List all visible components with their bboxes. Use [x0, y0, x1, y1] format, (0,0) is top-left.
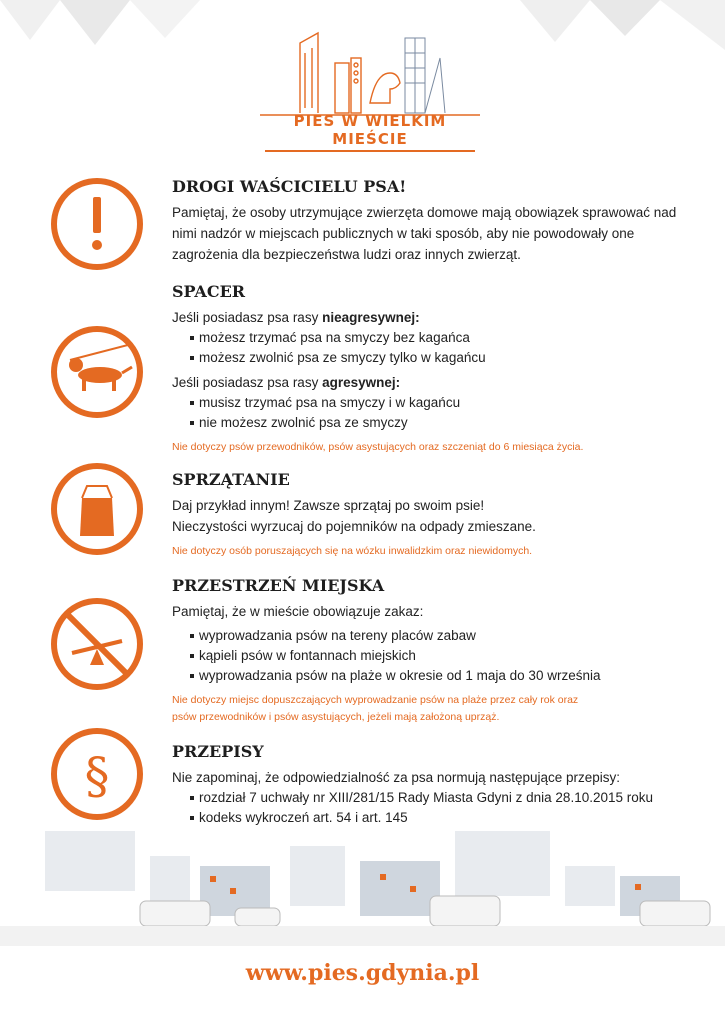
section-city-space	[172, 576, 702, 726]
list-item: możesz trzymać psa na smyczy bez kagańca	[190, 328, 702, 348]
list-item: możesz zwolnić psa ze smyczy tylko w kagańcu	[190, 348, 702, 368]
section-title: PRZEPISY	[172, 742, 264, 761]
dog-on-leash-icon	[50, 325, 144, 419]
section-title: SPACER	[172, 282, 246, 301]
section-title: SPRZĄTANIE	[172, 470, 290, 489]
city-illustration	[0, 826, 725, 946]
section-body: Nieczystości wyrzucaj do pojemników na odpady zmieszane.	[172, 519, 536, 534]
section-intro-aggressive: Jeśli posiadasz psa rasy agresywnej:	[172, 375, 401, 390]
section-body: Pamiętaj, że w mieście obowiązuje zakaz:	[172, 604, 424, 619]
regulations-list	[172, 788, 702, 828]
footer-url[interactable]: www.pies.gdynia.pl	[245, 960, 480, 986]
list-item: wyprowadzania psów na plaże w okresie od 1 maja do 30 września	[190, 666, 702, 686]
list-item: kąpieli psów w fontannach miejskich	[190, 646, 702, 666]
paragraph-icon	[50, 727, 144, 821]
list-item: nie możesz zwolnić psa ze smyczy	[190, 413, 702, 433]
section-walk	[172, 282, 702, 456]
list-item: rozdział 7 uchwały nr XIII/281/15 Rady Miasta Gdyni z dnia 28.10.2015 roku	[190, 788, 702, 808]
section-intro-nonaggressive: Jeśli posiadasz psa rasy nieagresywnej:	[172, 310, 420, 325]
section-note: Nie dotyczy psów przewodników, psów asystujących oraz szczeniąt do 6 miesiąca życia.	[172, 441, 584, 453]
list-nonaggressive	[172, 328, 702, 368]
exclamation-icon	[50, 177, 144, 271]
section-note: Nie dotyczy osób poruszających się na wózku inwalidzkim oraz niewidomych.	[172, 545, 533, 557]
section-cleaning	[172, 470, 702, 560]
section-owner	[172, 177, 702, 265]
paper-bag-icon	[50, 462, 144, 556]
section-body: Nie zapominaj, że odpowiedzialność za psa normują następujące przepisy:	[172, 770, 620, 785]
logo-text: PIES W WIELKIM MIEŚCIE	[255, 112, 485, 148]
list-item: musisz trzymać psa na smyczy i w kagańcu	[190, 393, 702, 413]
list-aggressive	[172, 393, 702, 433]
list-item: kodeks wykroczeń art. 54 i art. 145	[190, 808, 702, 828]
section-title: PRZESTRZEŃ MIEJSKA	[172, 576, 385, 595]
section-note: Nie dotyczy miejsc dopuszczających wyprowadzanie psów na plaże przez cały rok oraz psów przewodników i psów asystujących, jeżeli mają założoną uprząż.	[172, 694, 579, 723]
section-body: Pamiętaj, że osoby utrzymujące zwierzęta domowe mają obowiązek sprawować nad nimi nadzór w miejscach publicznych w taki sposób, aby nie powodowały one zagrożenia dla bezpieczeństwa ludzi oraz innych zwierząt.	[172, 205, 677, 262]
section-regulations	[172, 742, 702, 828]
svg-text:§: §	[84, 747, 110, 805]
no-playground-icon	[50, 597, 144, 691]
section-title: DROGI WAŚCICIELU PSA!	[172, 177, 407, 196]
list-item: wyprowadzania psów na tereny placów zabaw	[190, 626, 702, 646]
section-body: Daj przykład innym! Zawsze sprzątaj po swoim psie!	[172, 498, 485, 513]
ban-list	[172, 626, 702, 686]
